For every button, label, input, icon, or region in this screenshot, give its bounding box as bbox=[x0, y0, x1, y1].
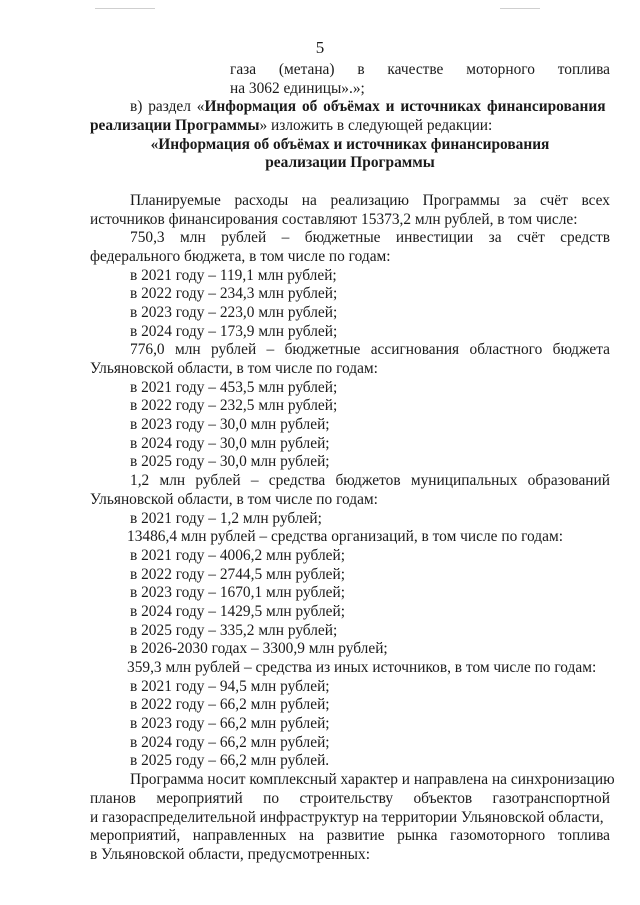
text-line: в 2022 году – 2744,5 млн рублей; bbox=[130, 565, 345, 583]
text-line: в 2021 году – 453,5 млн рублей; bbox=[130, 378, 338, 396]
text-line: в 2021 году – 94,5 млн рублей; bbox=[130, 677, 330, 695]
text-line: федерального бюджета, в том числе по годам: bbox=[90, 247, 391, 265]
text-line: Ульяновской области, в том числе по годам: bbox=[90, 360, 378, 377]
text-line: в 2022 году – 232,5 млн рублей; bbox=[130, 397, 338, 415]
text-line: 13486,4 млн рублей – средства организаций, в том числе по годам: bbox=[127, 528, 563, 546]
text-line: 1,2 млн рублей – средства бюджетов муниципальных образований bbox=[130, 472, 610, 490]
text-line: Планируемые расходы на реализацию Программы за счёт всех bbox=[130, 191, 610, 209]
text-run: в) раздел « bbox=[130, 98, 205, 116]
text-line: в 2023 году – 1670,1 млн рублей; bbox=[130, 584, 345, 602]
text-line: в 2022 году – 234,3 млн рублей; bbox=[130, 285, 338, 303]
text-line: в 2023 году – 30,0 млн рублей; bbox=[130, 416, 330, 434]
scan-mark-right bbox=[500, 8, 540, 9]
text-line: в 2025 году – 335,2 млн рублей; bbox=[130, 621, 338, 639]
text-line: планов мероприятий по строительству объектов газотранспортной bbox=[90, 789, 610, 807]
text-line: в 2025 году – 66,2 млн рублей. bbox=[130, 752, 330, 770]
text-line: в 2024 году – 173,9 млн рублей; bbox=[130, 322, 338, 340]
bold-text: реализации Программы bbox=[90, 117, 260, 135]
text-line: в 2021 году – 119,1 млн рублей; bbox=[130, 266, 337, 284]
text-line: в 2021 году – 4006,2 млн рублей; bbox=[130, 546, 345, 564]
text-line: в 2023 году – 223,0 млн рублей; bbox=[130, 303, 338, 321]
text-line: в 2024 году – 30,0 млн рублей; bbox=[130, 434, 330, 452]
text-line: в Ульяновской области, предусмотренных: bbox=[90, 845, 370, 863]
scan-mark-left bbox=[95, 8, 155, 9]
text-line bbox=[90, 98, 610, 117]
text-line: в 2026-2030 годах – 3300,9 млн рублей; bbox=[130, 640, 388, 658]
text-line: 359,3 млн рублей – средства из иных источников, в том числе по годам: bbox=[127, 659, 597, 676]
text-line: и газораспределительной инфраструктур на территории Ульяновской области, bbox=[90, 808, 604, 826]
text-line: 750,3 млн рублей – бюджетные инвестиции за счёт средств bbox=[130, 229, 610, 247]
text-line: 776,0 млн рублей – бюджетные ассигнования областного бюджета bbox=[130, 341, 610, 359]
text-line: в 2024 году – 1429,5 млн рублей; bbox=[130, 602, 345, 620]
text-line: в 2025 году – 30,0 млн рублей; bbox=[130, 453, 330, 471]
text-line: газа (метана) в качестве моторного топлива bbox=[230, 61, 610, 78]
text-line: «Информация об объёмах и источниках финансирования bbox=[150, 135, 550, 153]
text-line: реализации Программы bbox=[265, 154, 435, 172]
text-line: мероприятий, направленных на развитие рынка газомоторного топлива bbox=[90, 827, 610, 845]
text-line bbox=[90, 117, 610, 136]
text-run: » изложить в следующей редакции: bbox=[259, 117, 493, 135]
text-line: Ульяновской области, в том числе по годам: bbox=[90, 490, 378, 508]
text-line: источников финансирования составляют 15373,2 млн рублей, в том числе: bbox=[90, 210, 578, 228]
bold-text: Информация об объёмах и источниках финансирования bbox=[204, 98, 606, 116]
text-line: на 3062 единицы».»; bbox=[230, 79, 365, 97]
page-number: 5 bbox=[315, 38, 325, 57]
text-line: Программа носит комплексный характер и направлена на синхронизацию bbox=[130, 771, 615, 789]
paragraph-gap bbox=[90, 173, 610, 192]
text-line: в 2024 году – 66,2 млн рублей; bbox=[130, 733, 330, 751]
document-body bbox=[90, 61, 615, 865]
text-line: в 2021 году – 1,2 млн рублей; bbox=[130, 509, 322, 527]
text-line: в 2022 году – 66,2 млн рублей; bbox=[130, 696, 330, 714]
text-line: в 2023 году – 66,2 млн рублей; bbox=[130, 715, 330, 733]
